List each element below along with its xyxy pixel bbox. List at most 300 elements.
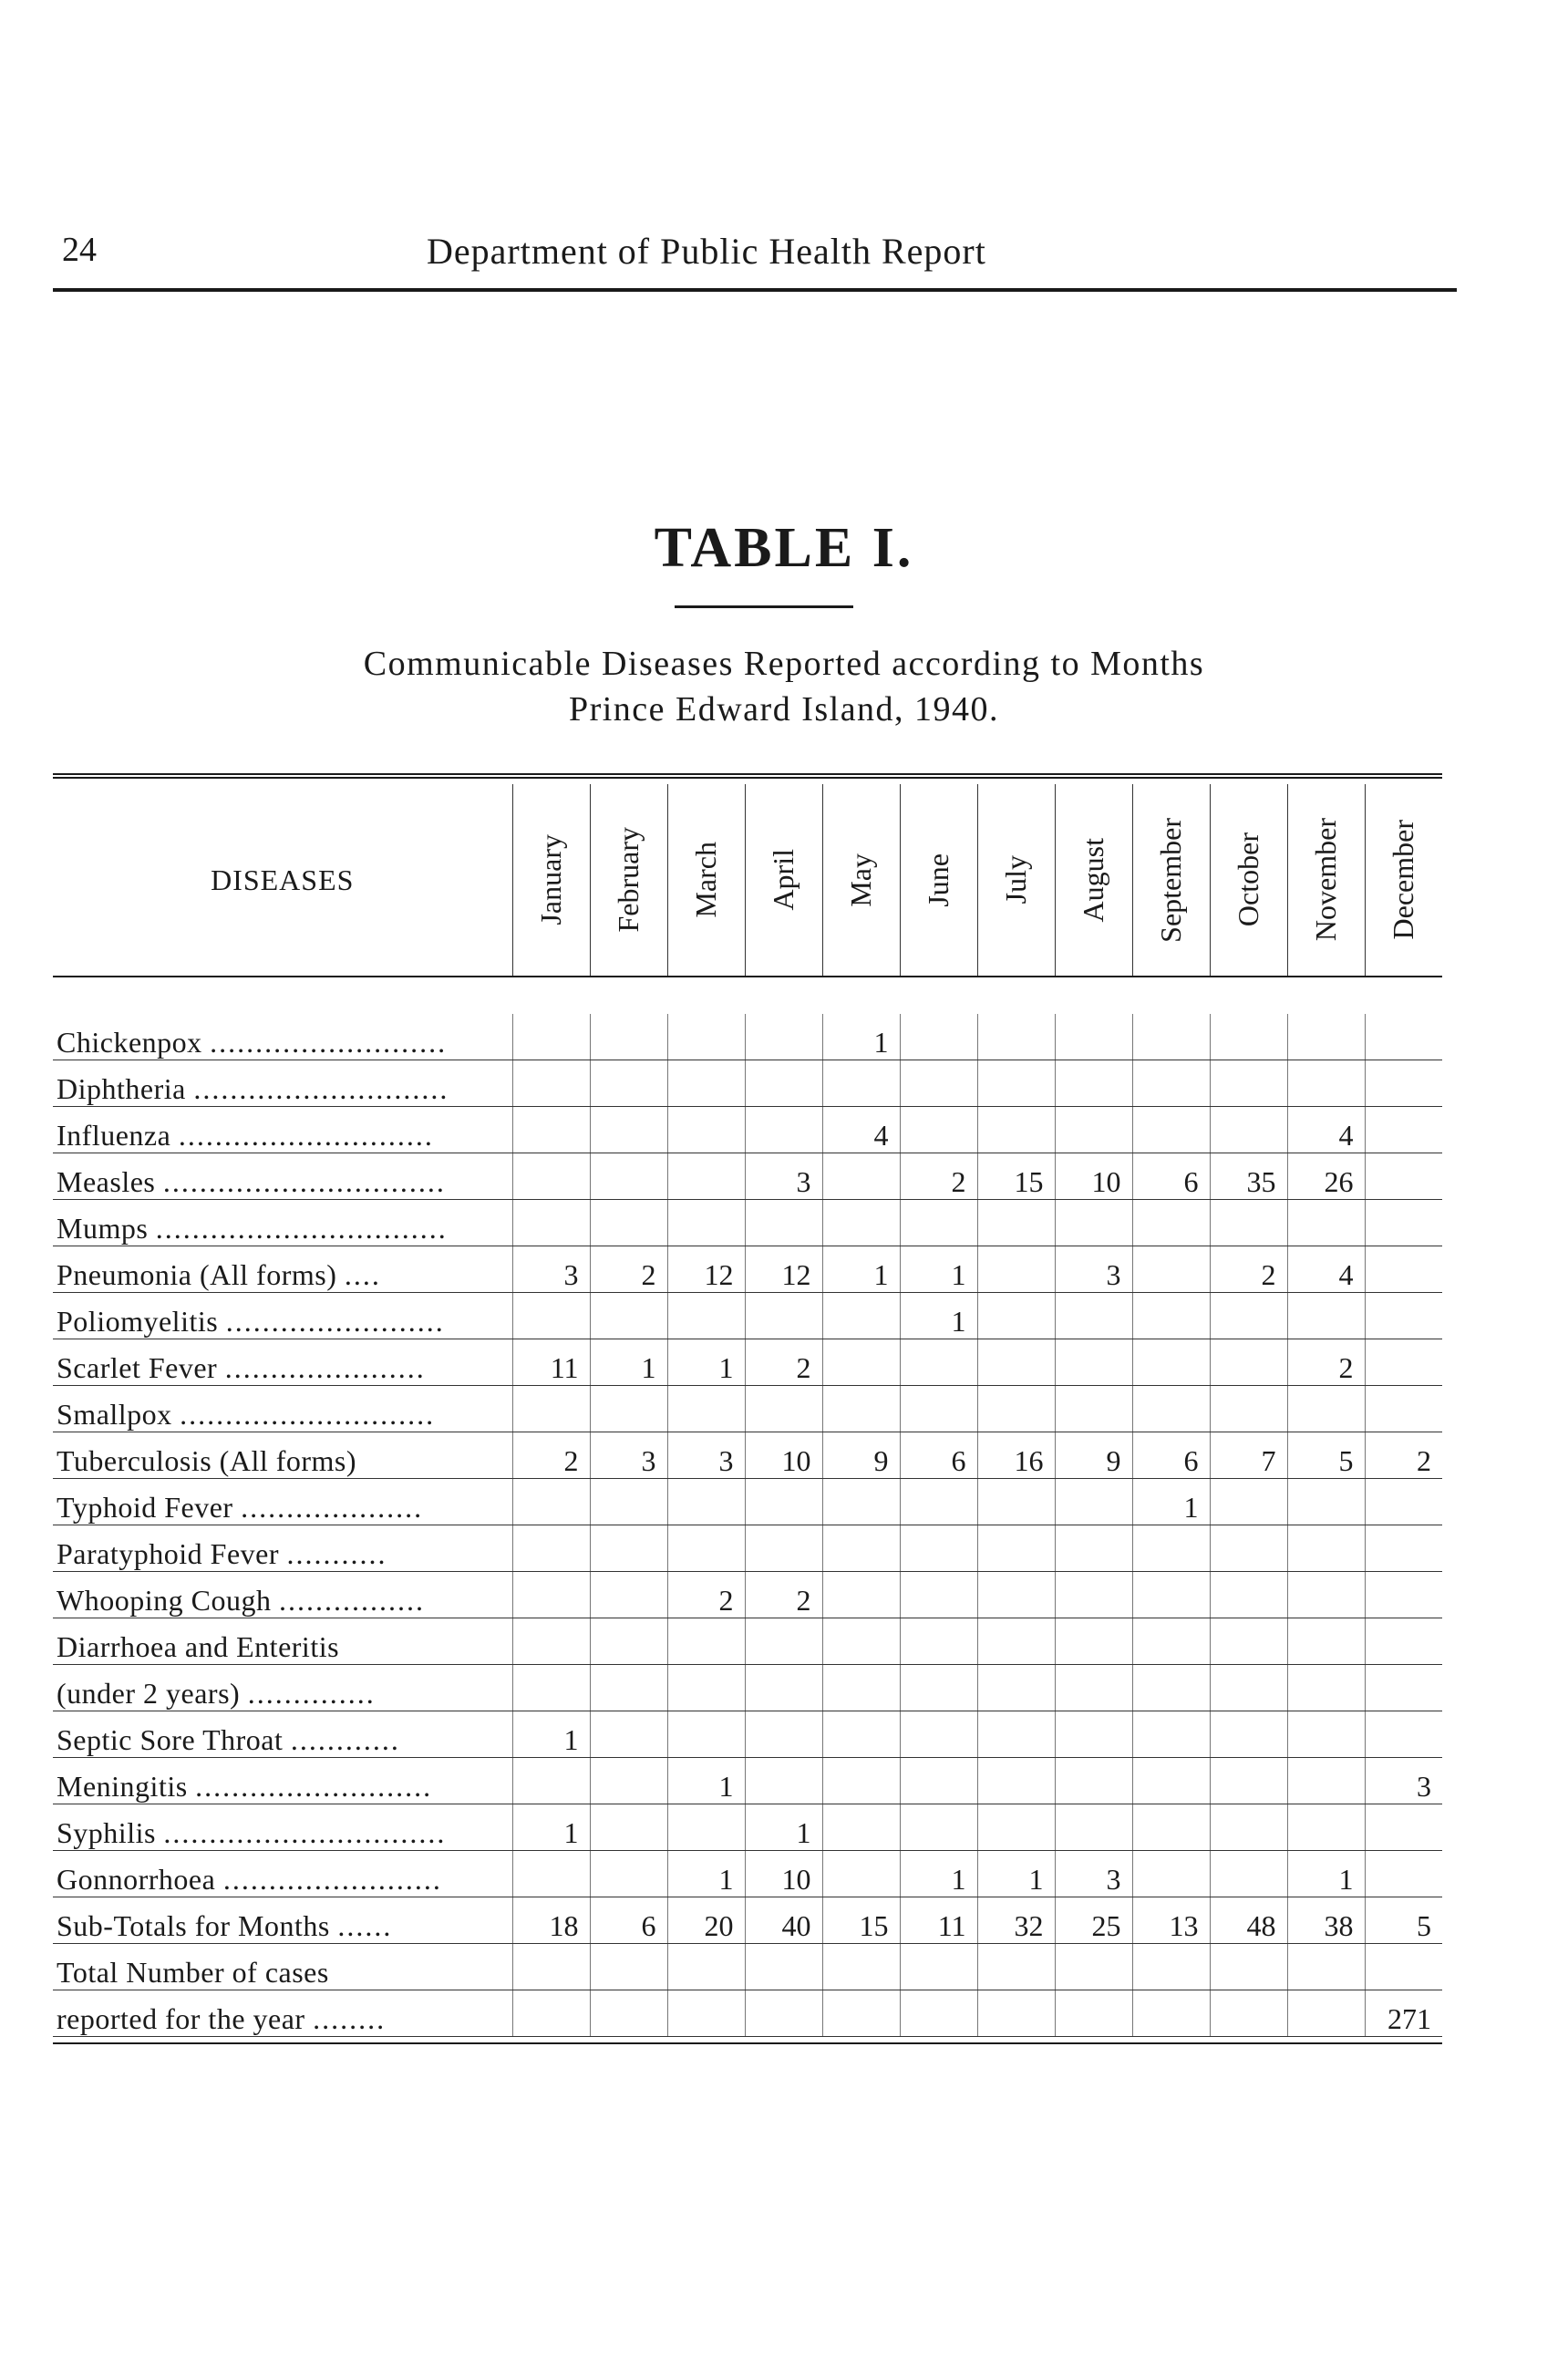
- month-value-cell: 1: [512, 1711, 590, 1758]
- month-value-cell: 40: [745, 1897, 822, 1944]
- month-value-cell: 3: [590, 1432, 667, 1479]
- month-value-cell: 6: [1132, 1153, 1210, 1200]
- month-value-cell: [1365, 1804, 1442, 1851]
- month-value-cell: [822, 1339, 900, 1386]
- leader-dots: ...........: [286, 1537, 387, 1570]
- disease-name-cell: [53, 1107, 512, 1153]
- month-value-cell: [977, 1572, 1055, 1618]
- month-value-cell: [900, 1804, 977, 1851]
- month-value-cell: [512, 1944, 590, 1990]
- month-value-cell: [512, 1665, 590, 1711]
- month-value-cell: 1: [900, 1293, 977, 1339]
- leader-dots: ....................: [241, 1491, 424, 1524]
- month-value-cell: 1: [667, 1758, 745, 1804]
- month-value-cell: [512, 1618, 590, 1665]
- table-row: [53, 1665, 1442, 1711]
- month-value-cell: [667, 1944, 745, 1990]
- month-value-cell: 11: [900, 1897, 977, 1944]
- disease-name: reported for the year: [57, 2002, 305, 2035]
- table-row: [53, 1060, 1442, 1107]
- month-value-cell: [512, 1386, 590, 1432]
- month-value-cell: [512, 1293, 590, 1339]
- month-value-cell: [1210, 1711, 1287, 1758]
- disease-name-cell: [53, 1246, 512, 1293]
- month-label: July: [999, 855, 1032, 905]
- month-value-cell: [1365, 1711, 1442, 1758]
- month-value-cell: [1210, 1200, 1287, 1246]
- month-value-cell: [1287, 1804, 1365, 1851]
- month-label: September: [1154, 817, 1187, 943]
- month-header-august: [1055, 784, 1132, 977]
- title-rule: [675, 605, 853, 608]
- month-value-cell: [745, 1479, 822, 1525]
- month-value-cell: [590, 1153, 667, 1200]
- month-value-cell: [977, 1107, 1055, 1153]
- month-value-cell: [1210, 1386, 1287, 1432]
- month-value-cell: [667, 1618, 745, 1665]
- month-value-cell: [1365, 1246, 1442, 1293]
- month-value-cell: [667, 1665, 745, 1711]
- month-value-cell: 2: [745, 1339, 822, 1386]
- month-value-cell: 25: [1055, 1897, 1132, 1944]
- disease-name: Diarrhoea and Enteritis: [57, 1630, 340, 1663]
- leader-dots: ............................: [193, 1072, 449, 1105]
- month-value-cell: [822, 1153, 900, 1200]
- spacer-cell: [53, 977, 1442, 1014]
- running-title: Department of Public Health Report: [427, 231, 986, 272]
- month-value-cell: [1055, 1804, 1132, 1851]
- month-label: December: [1387, 820, 1420, 940]
- month-value-cell: [900, 1107, 977, 1153]
- table-row: [53, 1386, 1442, 1432]
- month-value-cell: [822, 1711, 900, 1758]
- month-value-cell: [1365, 1339, 1442, 1386]
- month-value-cell: 3: [745, 1153, 822, 1200]
- disease-name-cell: [53, 1804, 512, 1851]
- month-label: May: [844, 853, 877, 907]
- month-value-cell: [1132, 1665, 1210, 1711]
- month-value-cell: [1055, 1758, 1132, 1804]
- month-value-cell: [745, 1990, 822, 2037]
- table-row: [53, 1618, 1442, 1665]
- month-value-cell: [1210, 1618, 1287, 1665]
- table-title: TABLE I.: [654, 517, 914, 579]
- month-value-cell: [1210, 1572, 1287, 1618]
- month-value-cell: [512, 1153, 590, 1200]
- month-value-cell: [1287, 1711, 1365, 1758]
- month-label: October: [1232, 832, 1264, 927]
- month-value-cell: [1287, 1572, 1365, 1618]
- month-value-cell: [1055, 1618, 1132, 1665]
- month-value-cell: 6: [900, 1432, 977, 1479]
- table-row: [53, 1432, 1442, 1479]
- month-value-cell: [1210, 1479, 1287, 1525]
- month-value-cell: 20: [667, 1897, 745, 1944]
- month-value-cell: 1: [822, 1014, 900, 1060]
- month-value-cell: [977, 1665, 1055, 1711]
- disease-name: Paratyphoid Fever: [57, 1537, 279, 1570]
- leader-dots: ............: [290, 1723, 400, 1756]
- month-value-cell: [745, 1386, 822, 1432]
- month-value-cell: [1055, 1060, 1132, 1107]
- disease-name: Typhoid Fever: [57, 1491, 233, 1524]
- month-value-cell: 6: [590, 1897, 667, 1944]
- disease-name-cell: [53, 1432, 512, 1479]
- month-value-cell: 12: [745, 1246, 822, 1293]
- month-value-cell: [512, 1014, 590, 1060]
- month-value-cell: 1: [1132, 1479, 1210, 1525]
- month-label: January: [534, 834, 567, 925]
- table-row: [53, 1479, 1442, 1525]
- month-value-cell: [1287, 1014, 1365, 1060]
- month-value-cell: [1287, 1479, 1365, 1525]
- month-value-cell: [1055, 1107, 1132, 1153]
- disease-name-cell: [53, 1339, 512, 1386]
- month-value-cell: [900, 1711, 977, 1758]
- leader-dots: ......................: [224, 1351, 426, 1384]
- month-value-cell: [590, 1479, 667, 1525]
- month-value-cell: [1287, 1618, 1365, 1665]
- disease-name: Pneumonia (All forms): [57, 1258, 337, 1291]
- table-row: [53, 1758, 1442, 1804]
- month-value-cell: [900, 1944, 977, 1990]
- month-header-june: [900, 784, 977, 977]
- leader-dots: ....: [344, 1258, 381, 1291]
- disease-name: (under 2 years): [57, 1677, 241, 1710]
- month-value-cell: 48: [1210, 1897, 1287, 1944]
- table-row: [53, 1851, 1442, 1897]
- disease-name-cell: [53, 1944, 512, 1990]
- month-value-cell: [667, 1990, 745, 2037]
- month-value-cell: 1: [900, 1851, 977, 1897]
- month-value-cell: [977, 1479, 1055, 1525]
- month-value-cell: [1055, 1339, 1132, 1386]
- month-value-cell: 15: [977, 1153, 1055, 1200]
- disease-name-cell: [53, 1618, 512, 1665]
- month-value-cell: [1210, 1758, 1287, 1804]
- leader-dots: ........................: [222, 1863, 442, 1896]
- month-value-cell: [590, 1944, 667, 1990]
- month-value-cell: [822, 1944, 900, 1990]
- disease-name-cell: [53, 1525, 512, 1572]
- month-value-cell: 2: [745, 1572, 822, 1618]
- table-row: [53, 1944, 1442, 1990]
- month-value-cell: [590, 1107, 667, 1153]
- month-value-cell: [822, 1525, 900, 1572]
- month-value-cell: 18: [512, 1897, 590, 1944]
- month-value-cell: 4: [822, 1107, 900, 1153]
- table-row: [53, 1804, 1442, 1851]
- month-value-cell: 26: [1287, 1153, 1365, 1200]
- month-value-cell: [1210, 1293, 1287, 1339]
- page-number: 24: [62, 231, 97, 269]
- disease-name-cell: [53, 1200, 512, 1246]
- month-value-cell: [667, 1060, 745, 1107]
- month-value-cell: 1: [667, 1339, 745, 1386]
- month-value-cell: [667, 1107, 745, 1153]
- month-value-cell: 10: [1055, 1153, 1132, 1200]
- month-value-cell: [977, 1711, 1055, 1758]
- month-value-cell: [1132, 1990, 1210, 2037]
- month-value-cell: [1365, 1386, 1442, 1432]
- month-value-cell: [512, 1107, 590, 1153]
- month-value-cell: 9: [1055, 1432, 1132, 1479]
- month-value-cell: 7: [1210, 1432, 1287, 1479]
- disease-name-cell: [53, 1153, 512, 1200]
- disease-name-cell: [53, 1479, 512, 1525]
- disease-table: [53, 784, 1442, 2037]
- month-value-cell: [1132, 1014, 1210, 1060]
- month-value-cell: [1210, 1944, 1287, 1990]
- month-header-september: [1132, 784, 1210, 977]
- month-value-cell: [1132, 1293, 1210, 1339]
- month-value-cell: 32: [977, 1897, 1055, 1944]
- month-value-cell: [977, 1758, 1055, 1804]
- month-value-cell: [512, 1200, 590, 1246]
- month-value-cell: [1055, 1944, 1132, 1990]
- month-header-march: [667, 784, 745, 977]
- month-header-february: [590, 784, 667, 977]
- month-value-cell: 38: [1287, 1897, 1365, 1944]
- month-value-cell: [900, 1618, 977, 1665]
- month-value-cell: [1132, 1386, 1210, 1432]
- month-value-cell: [1132, 1804, 1210, 1851]
- month-value-cell: [745, 1758, 822, 1804]
- month-label: November: [1309, 818, 1342, 942]
- month-value-cell: [1132, 1851, 1210, 1897]
- month-value-cell: [977, 1200, 1055, 1246]
- month-value-cell: 2: [1365, 1432, 1442, 1479]
- month-value-cell: [900, 1060, 977, 1107]
- month-value-cell: [745, 1293, 822, 1339]
- table-row: [53, 1339, 1442, 1386]
- month-value-cell: [822, 1479, 900, 1525]
- month-value-cell: 3: [512, 1246, 590, 1293]
- month-value-cell: [977, 1990, 1055, 2037]
- month-value-cell: [512, 1572, 590, 1618]
- month-value-cell: [900, 1479, 977, 1525]
- disease-name: Gonnorrhoea: [57, 1863, 216, 1896]
- month-value-cell: [1365, 1293, 1442, 1339]
- month-value-cell: [1055, 1525, 1132, 1572]
- month-value-cell: [512, 1060, 590, 1107]
- month-header-january: [512, 784, 590, 977]
- month-value-cell: [1210, 1804, 1287, 1851]
- month-value-cell: [590, 1386, 667, 1432]
- disease-name-cell: [53, 1851, 512, 1897]
- month-value-cell: [1132, 1060, 1210, 1107]
- disease-name: Septic Sore Throat: [57, 1723, 284, 1756]
- month-value-cell: 5: [1365, 1897, 1442, 1944]
- disease-name: Measles: [57, 1165, 156, 1198]
- month-value-cell: [1287, 1200, 1365, 1246]
- disease-name: Scarlet Fever: [57, 1351, 218, 1384]
- month-value-cell: [900, 1200, 977, 1246]
- month-value-cell: [1365, 1944, 1442, 1990]
- month-value-cell: [745, 1711, 822, 1758]
- month-value-cell: 2: [590, 1246, 667, 1293]
- month-value-cell: [1365, 1200, 1442, 1246]
- table-row: [53, 1246, 1442, 1293]
- month-value-cell: [745, 1014, 822, 1060]
- month-value-cell: 1: [1287, 1851, 1365, 1897]
- diseases-column-header: DISEASES: [53, 784, 512, 977]
- month-value-cell: [590, 1014, 667, 1060]
- month-header-april: [745, 784, 822, 977]
- table-subtitle-line-2: Prince Edward Island, 1940.: [568, 690, 1000, 729]
- month-value-cell: [900, 1572, 977, 1618]
- disease-name-cell: [53, 1386, 512, 1432]
- month-value-cell: 5: [1287, 1432, 1365, 1479]
- month-value-cell: [1210, 1014, 1287, 1060]
- table-row: [53, 1200, 1442, 1246]
- month-value-cell: [1365, 1014, 1442, 1060]
- leader-dots: ...............................: [162, 1165, 446, 1198]
- month-value-cell: [667, 1386, 745, 1432]
- month-value-cell: [1287, 1944, 1365, 1990]
- month-value-cell: [590, 1990, 667, 2037]
- table-top-rule: [53, 773, 1442, 779]
- table-bottom-rule: [53, 2042, 1442, 2044]
- month-value-cell: [667, 1200, 745, 1246]
- month-value-cell: [512, 1525, 590, 1572]
- month-value-cell: [1365, 1525, 1442, 1572]
- month-value-cell: [512, 1758, 590, 1804]
- month-value-cell: [590, 1200, 667, 1246]
- month-value-cell: [977, 1339, 1055, 1386]
- leader-dots: ............................: [178, 1119, 434, 1152]
- month-value-cell: [590, 1758, 667, 1804]
- month-value-cell: [1055, 1014, 1132, 1060]
- month-value-cell: 13: [1132, 1897, 1210, 1944]
- month-value-cell: 2: [512, 1432, 590, 1479]
- month-value-cell: [977, 1944, 1055, 1990]
- disease-name: Poliomyelitis: [57, 1305, 219, 1338]
- month-value-cell: [1365, 1107, 1442, 1153]
- month-value-cell: [977, 1804, 1055, 1851]
- disease-name: Chickenpox: [57, 1026, 202, 1059]
- month-value-cell: [667, 1153, 745, 1200]
- month-value-cell: [1365, 1572, 1442, 1618]
- disease-name-cell: [53, 1665, 512, 1711]
- month-value-cell: [512, 1479, 590, 1525]
- month-label: March: [689, 842, 722, 918]
- month-value-cell: 1: [667, 1851, 745, 1897]
- month-value-cell: [822, 1293, 900, 1339]
- month-value-cell: [1210, 1107, 1287, 1153]
- disease-name: Total Number of cases: [57, 1956, 329, 1989]
- month-value-cell: [1365, 1153, 1442, 1200]
- table-row: [53, 1572, 1442, 1618]
- month-value-cell: [590, 1293, 667, 1339]
- month-label: August: [1077, 837, 1109, 923]
- month-value-cell: [977, 1293, 1055, 1339]
- month-value-cell: [1365, 1618, 1442, 1665]
- month-value-cell: [1055, 1200, 1132, 1246]
- month-value-cell: [1210, 1851, 1287, 1897]
- leader-dots: ..........................: [195, 1770, 433, 1803]
- disease-name: Meningitis: [57, 1770, 188, 1803]
- month-value-cell: 1: [822, 1246, 900, 1293]
- month-value-cell: [977, 1618, 1055, 1665]
- leader-dots: ..............: [247, 1677, 376, 1710]
- table-row: [53, 1153, 1442, 1200]
- month-value-cell: [900, 1339, 977, 1386]
- month-value-cell: 1: [512, 1804, 590, 1851]
- month-value-cell: 15: [822, 1897, 900, 1944]
- month-value-cell: [1132, 1618, 1210, 1665]
- month-value-cell: 11: [512, 1339, 590, 1386]
- disease-name-cell: [53, 1758, 512, 1804]
- disease-name-cell: [53, 1060, 512, 1107]
- disease-name: Sub-Totals for Months: [57, 1909, 330, 1942]
- month-value-cell: 35: [1210, 1153, 1287, 1200]
- disease-name: Tuberculosis (All forms): [57, 1444, 357, 1477]
- disease-name-cell: [53, 1572, 512, 1618]
- month-value-cell: 9: [822, 1432, 900, 1479]
- table-row: [53, 1525, 1442, 1572]
- month-value-cell: [667, 1293, 745, 1339]
- month-value-cell: [745, 1944, 822, 1990]
- month-value-cell: [977, 1060, 1055, 1107]
- disease-name: Whooping Cough: [57, 1584, 272, 1617]
- month-value-cell: 271: [1365, 1990, 1442, 2037]
- month-value-cell: [900, 1990, 977, 2037]
- month-value-cell: [667, 1525, 745, 1572]
- month-label: April: [767, 849, 799, 911]
- month-value-cell: [590, 1851, 667, 1897]
- page-header: [53, 230, 1457, 284]
- month-value-cell: [1132, 1758, 1210, 1804]
- month-value-cell: [1055, 1479, 1132, 1525]
- disease-name-cell: [53, 1897, 512, 1944]
- month-value-cell: 1: [977, 1851, 1055, 1897]
- month-value-cell: 1: [745, 1804, 822, 1851]
- table-row: [53, 1990, 1442, 2037]
- month-value-cell: 6: [1132, 1432, 1210, 1479]
- month-label: February: [612, 827, 645, 933]
- leader-dots: ...............................: [163, 1816, 447, 1849]
- month-value-cell: [977, 1246, 1055, 1293]
- disease-name: Smallpox: [57, 1398, 172, 1431]
- month-value-cell: 3: [1055, 1851, 1132, 1897]
- disease-name: Syphilis: [57, 1816, 156, 1849]
- disease-name-cell: [53, 1293, 512, 1339]
- disease-name: Influenza: [57, 1119, 171, 1152]
- month-value-cell: [977, 1386, 1055, 1432]
- month-value-cell: [745, 1060, 822, 1107]
- leader-dots: ......: [337, 1909, 393, 1942]
- month-value-cell: [1210, 1990, 1287, 2037]
- leader-dots: ..........................: [210, 1026, 448, 1059]
- month-value-cell: 3: [1365, 1758, 1442, 1804]
- month-value-cell: 3: [1055, 1246, 1132, 1293]
- month-value-cell: [667, 1804, 745, 1851]
- month-value-cell: [1132, 1711, 1210, 1758]
- month-label: June: [922, 853, 954, 907]
- month-value-cell: [590, 1711, 667, 1758]
- month-value-cell: [1055, 1665, 1132, 1711]
- month-value-cell: [1287, 1060, 1365, 1107]
- month-value-cell: [512, 1851, 590, 1897]
- month-value-cell: [822, 1990, 900, 2037]
- month-value-cell: [1287, 1758, 1365, 1804]
- month-value-cell: [590, 1060, 667, 1107]
- month-value-cell: [1132, 1200, 1210, 1246]
- month-value-cell: [1210, 1339, 1287, 1386]
- month-value-cell: 1: [900, 1246, 977, 1293]
- month-value-cell: [590, 1525, 667, 1572]
